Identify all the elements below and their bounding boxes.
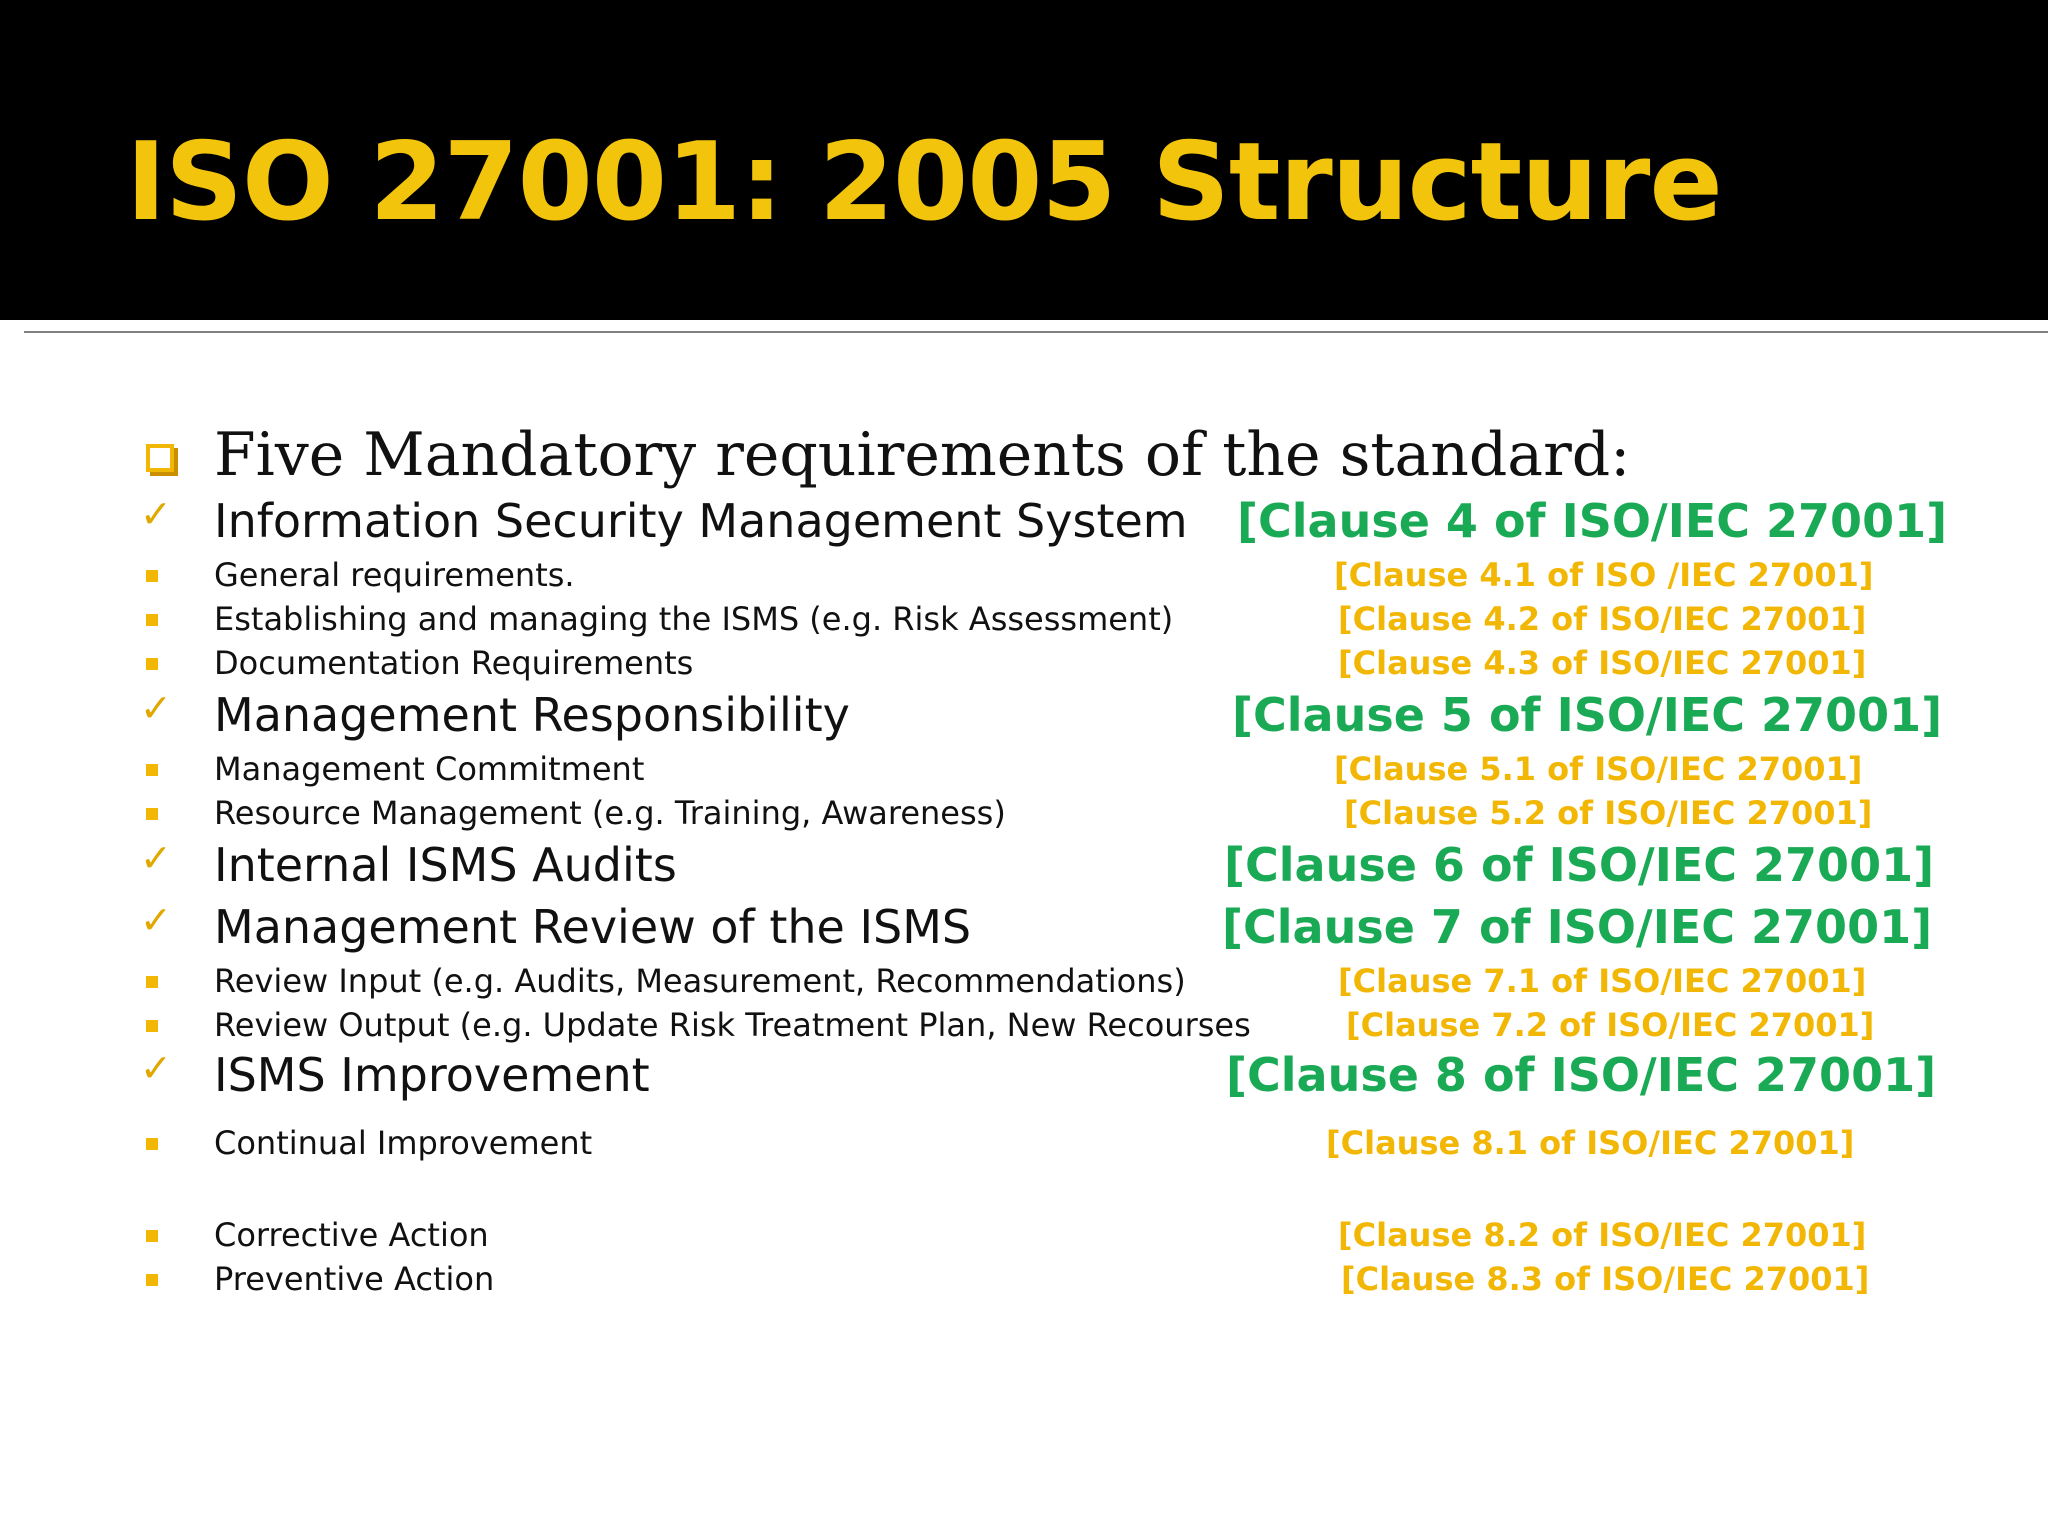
clause-reference: [Clause 4 of ISO/IEC 27001] bbox=[1237, 494, 1948, 548]
clause-reference: [Clause 4.3 of ISO/IEC 27001] bbox=[1338, 644, 1867, 682]
square-bullet-icon bbox=[146, 1230, 158, 1242]
clause-reference: [Clause 5.2 of ISO/IEC 27001] bbox=[1344, 794, 1873, 832]
square-bullet-icon bbox=[146, 976, 158, 988]
clause-reference: [Clause 7 of ISO/IEC 27001] bbox=[1222, 900, 1933, 954]
requirement-text: Review Input (e.g. Audits, Measurement, Recommendations) bbox=[214, 962, 1186, 1000]
square-bullet-icon bbox=[146, 764, 158, 776]
checkmark-icon: ✓ bbox=[140, 898, 172, 942]
requirement-text: Continual Improvement bbox=[214, 1124, 593, 1162]
clause-reference: [Clause 7.2 of ISO/IEC 27001] bbox=[1346, 1006, 1875, 1044]
square-bullet-icon bbox=[146, 1020, 158, 1032]
clause-reference: [Clause 5 of ISO/IEC 27001] bbox=[1232, 688, 1943, 742]
requirement-text: Review Output (e.g. Update Risk Treatment Plan, New Recourses bbox=[214, 1006, 1251, 1044]
requirement-text: Documentation Requirements bbox=[214, 644, 694, 682]
square-bullet-icon bbox=[146, 1138, 158, 1150]
square-bullet-icon bbox=[146, 570, 158, 582]
requirement-text: Information Security Management System bbox=[214, 494, 1188, 548]
checkmark-icon: ✓ bbox=[140, 1046, 172, 1090]
header-divider bbox=[24, 331, 2048, 333]
checkmark-icon: ✓ bbox=[140, 836, 172, 880]
clause-reference: [Clause 6 of ISO/IEC 27001] bbox=[1224, 838, 1935, 892]
requirement-text: ISMS Improvement bbox=[214, 1048, 650, 1102]
requirement-text: Management Responsibility bbox=[214, 688, 850, 742]
requirement-text: Management Review of the ISMS bbox=[214, 900, 972, 954]
requirement-text: Resource Management (e.g. Training, Awareness) bbox=[214, 794, 1006, 832]
checkmark-icon: ✓ bbox=[140, 492, 172, 536]
intro-text: Five Mandatory requirements of the standard: bbox=[214, 420, 1631, 490]
clause-reference: [Clause 8.1 of ISO/IEC 27001] bbox=[1326, 1124, 1855, 1162]
clause-reference: [Clause 4.2 of ISO/IEC 27001] bbox=[1338, 600, 1867, 638]
requirement-text: Management Commitment bbox=[214, 750, 645, 788]
square-bullet-icon bbox=[146, 808, 158, 820]
checkmark-icon: ✓ bbox=[140, 686, 172, 730]
clause-reference: [Clause 5.1 of ISO/IEC 27001] bbox=[1334, 750, 1863, 788]
requirement-text: Internal ISMS Audits bbox=[214, 838, 677, 892]
square-bullet-icon bbox=[146, 614, 158, 626]
square-bullet-icon bbox=[146, 658, 158, 670]
clause-reference: [Clause 4.1 of ISO /IEC 27001] bbox=[1334, 556, 1874, 594]
requirement-text: Preventive Action bbox=[214, 1260, 495, 1298]
hollow-square-bullet-icon bbox=[146, 444, 174, 472]
clause-reference: [Clause 8.2 of ISO/IEC 27001] bbox=[1338, 1216, 1867, 1254]
square-bullet-icon bbox=[146, 1274, 158, 1286]
slide-title: ISO 27001: 2005 Structure bbox=[126, 120, 1722, 245]
clause-reference: [Clause 7.1 of ISO/IEC 27001] bbox=[1338, 962, 1867, 1000]
title-bar bbox=[0, 0, 2048, 320]
requirement-text: General requirements. bbox=[214, 556, 575, 594]
clause-reference: [Clause 8 of ISO/IEC 27001] bbox=[1226, 1048, 1937, 1102]
clause-reference: [Clause 8.3 of ISO/IEC 27001] bbox=[1341, 1260, 1870, 1298]
requirement-text: Corrective Action bbox=[214, 1216, 489, 1254]
requirement-text: Establishing and managing the ISMS (e.g. Risk Assessment) bbox=[214, 600, 1174, 638]
